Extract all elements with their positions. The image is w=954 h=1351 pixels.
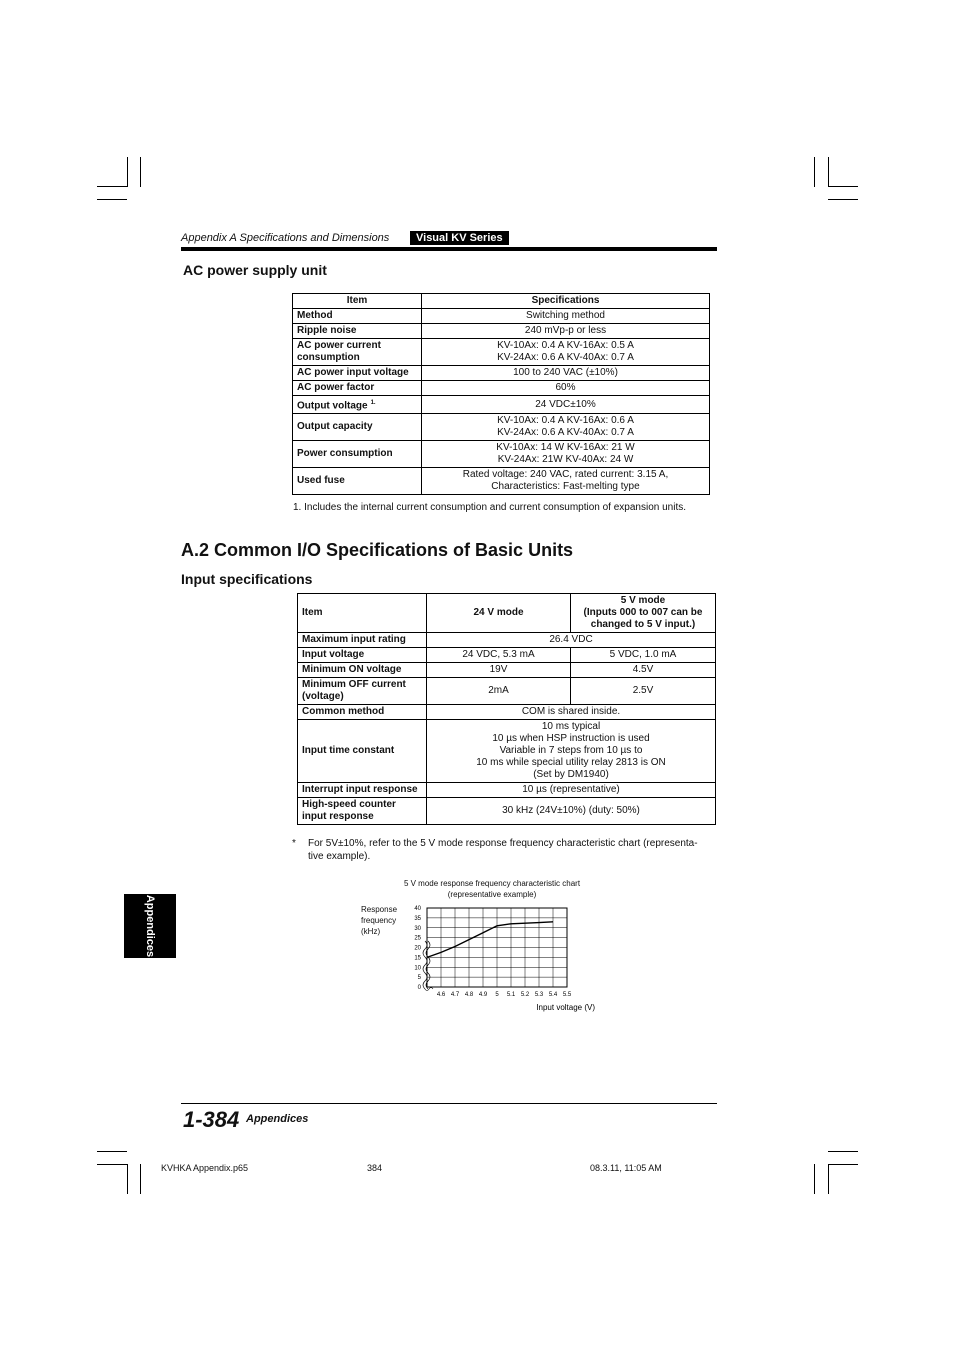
appendix-tab-label: Appendices bbox=[144, 894, 156, 958]
crop-mark bbox=[814, 1164, 815, 1194]
crop-mark bbox=[127, 1164, 128, 1194]
row-value-cell bbox=[422, 381, 710, 396]
cell-line: KV-10Ax: 0.4 A KV-16Ax: 0.6 A bbox=[497, 415, 634, 427]
table-row bbox=[298, 705, 716, 720]
cell-line: 5 V mode bbox=[620, 595, 666, 606]
row-item-cell: Maximum input rating bbox=[298, 633, 427, 648]
crop-mark bbox=[828, 1151, 858, 1152]
cell-line: 10 ms while special utility relay 2813 is ON bbox=[476, 757, 666, 768]
x-tick-label: 5.5 bbox=[562, 992, 572, 998]
row-item-label: AC power current consumption bbox=[297, 340, 381, 363]
table-row bbox=[293, 468, 710, 495]
col-header-item: Item bbox=[293, 294, 422, 309]
row-value-cell bbox=[427, 705, 716, 720]
x-tick-label: 5.1 bbox=[506, 992, 516, 998]
cell-line: Switching method bbox=[526, 310, 605, 321]
row-5v-cell: 2.5V bbox=[571, 678, 716, 705]
row-item-cell bbox=[293, 339, 422, 366]
x-tick-label: 5 bbox=[495, 992, 499, 998]
table-row bbox=[293, 414, 710, 441]
cell-line: 10 µs when HSP instruction is used bbox=[492, 733, 650, 744]
row-item-cell bbox=[293, 441, 422, 468]
axis-break-mark bbox=[423, 941, 427, 989]
ac-supply-table bbox=[292, 293, 710, 495]
row-item-cell bbox=[293, 414, 422, 441]
cell-line: KV-24Ax: 21W KV-40Ax: 24 W bbox=[497, 454, 634, 466]
row-value-cell bbox=[422, 468, 710, 495]
footnote-ref: 1. bbox=[370, 400, 376, 406]
row-item-cell: Minimum OFF current (voltage) bbox=[298, 678, 427, 705]
crop-mark bbox=[97, 186, 127, 187]
cell-line: (Set by DM1940) bbox=[533, 769, 609, 780]
col-header-5v bbox=[571, 594, 716, 633]
appendix-tab bbox=[124, 894, 176, 958]
y-tick-label: 20 bbox=[414, 945, 421, 952]
cell-line: 60% bbox=[555, 382, 576, 393]
table-row bbox=[293, 324, 710, 339]
table-row bbox=[293, 339, 710, 366]
cell-line: 26.4 VDC bbox=[549, 634, 593, 645]
row-value-cell bbox=[427, 798, 716, 825]
row-item-label: Power consumption bbox=[297, 448, 393, 460]
note-marker: * bbox=[292, 838, 296, 849]
cell-line: KV-24Ax: 0.6 A KV-40Ax: 0.7 A bbox=[497, 427, 634, 439]
x-tick-label: 5.3 bbox=[534, 992, 544, 998]
row-item-cell bbox=[293, 381, 422, 396]
cell-line: 24 VDC±10% bbox=[535, 398, 596, 410]
table-row bbox=[293, 441, 710, 468]
crop-mark bbox=[140, 1164, 141, 1194]
y-tick-label: 25 bbox=[414, 935, 421, 942]
cell-line: KV-10Ax: 0.4 A KV-16Ax: 0.5 A bbox=[497, 340, 634, 351]
row-item-cell bbox=[293, 396, 422, 414]
cell-line: 10 µs (representative) bbox=[522, 784, 620, 795]
x-tick-label: 4.7 bbox=[450, 992, 460, 998]
row-item-cell: High-speed counter input response bbox=[298, 798, 427, 825]
row-item-label: Output capacity bbox=[297, 421, 373, 433]
table-row bbox=[293, 309, 710, 324]
row-item-label: Ripple noise bbox=[297, 325, 357, 336]
row-item-cell: Interrupt input response bbox=[298, 783, 427, 798]
crop-mark bbox=[97, 1151, 127, 1152]
row-value-cell bbox=[427, 633, 716, 648]
table-header-row bbox=[298, 594, 716, 633]
row-value-cell bbox=[422, 396, 710, 414]
x-tick-label: 5.4 bbox=[548, 992, 558, 998]
y-tick-label: 10 bbox=[414, 965, 421, 972]
crop-mark bbox=[814, 157, 815, 187]
section-title: A.2 Common I/O Specifications of Basic Units bbox=[181, 540, 574, 560]
col-header-24v: 24 V mode bbox=[427, 594, 571, 633]
row-item-cell: Common method bbox=[298, 705, 427, 720]
row-24v-cell: 24 VDC, 5.3 mA bbox=[427, 648, 571, 663]
row-item-cell bbox=[293, 309, 422, 324]
row-value-cell bbox=[427, 783, 716, 798]
response-frequency-chart bbox=[400, 900, 615, 1015]
y-tick-label: 0 bbox=[417, 985, 421, 991]
row-value-cell bbox=[422, 366, 710, 381]
row-value-cell bbox=[422, 339, 710, 366]
row-value-cell bbox=[427, 720, 716, 783]
chart-title-block bbox=[380, 878, 604, 900]
table-row bbox=[298, 648, 716, 663]
table-row bbox=[298, 633, 716, 648]
cell-line: KV-10Ax: 14 W KV-16Ax: 21 W bbox=[496, 442, 635, 454]
crop-mark bbox=[127, 157, 128, 187]
row-value-cell bbox=[422, 441, 710, 468]
table-header-row bbox=[293, 294, 710, 309]
ac-supply-footnote: 1. Includes the internal current consumption and current consumption of expansion units. bbox=[293, 502, 687, 513]
crop-mark bbox=[828, 186, 858, 187]
chart-x-label: Input voltage (V) bbox=[536, 1003, 595, 1012]
crop-mark bbox=[97, 199, 127, 200]
table-row bbox=[298, 783, 716, 798]
table-row bbox=[298, 678, 716, 705]
cell-line: KV-24Ax: 0.6 A KV-40Ax: 0.7 A bbox=[497, 352, 634, 363]
table-row bbox=[298, 720, 716, 783]
table-row bbox=[293, 396, 710, 414]
input-spec-title: Input specifications bbox=[181, 571, 313, 587]
slug-file: KVHKA Appendix.p65 bbox=[161, 1163, 249, 1173]
breadcrumb: Appendix A Specifications and Dimensions bbox=[181, 232, 390, 244]
ac-supply-title: AC power supply unit bbox=[183, 262, 327, 278]
cell-line: 100 to 240 VAC (±10%) bbox=[513, 367, 618, 378]
table-row bbox=[298, 798, 716, 825]
x-tick-label: 4.8 bbox=[464, 992, 474, 998]
chart-subtitle: (representative example) bbox=[447, 890, 537, 899]
crop-mark bbox=[828, 1164, 858, 1165]
row-item-cell: Minimum ON voltage bbox=[298, 663, 427, 678]
col-header-specifications: Specifications bbox=[422, 294, 710, 309]
y-tick-label: 35 bbox=[414, 915, 421, 922]
slug-date: 08.3.11, 11:05 AM bbox=[590, 1163, 662, 1173]
cell-line: Variable in 7 steps from 10 µs to bbox=[499, 745, 643, 756]
row-value-cell bbox=[422, 324, 710, 339]
crop-mark bbox=[828, 1164, 829, 1194]
row-5v-cell: 5 VDC, 1.0 mA bbox=[571, 648, 716, 663]
row-24v-cell: 2mA bbox=[427, 678, 571, 705]
page-number: 1-384 bbox=[183, 1107, 240, 1132]
table-row bbox=[298, 663, 716, 678]
y-tick-label: 15 bbox=[414, 955, 421, 962]
cell-line: 10 ms typical bbox=[541, 721, 601, 732]
y-tick-label: 30 bbox=[414, 925, 421, 932]
chart-title: 5 V mode response frequency characteristic chart bbox=[403, 879, 581, 888]
x-tick-label: 4.6 bbox=[436, 992, 446, 998]
header-rule bbox=[181, 247, 717, 251]
cell-line: (Inputs 000 to 007 can be bbox=[583, 607, 703, 618]
row-24v-cell: 19V bbox=[427, 663, 571, 678]
slug-page: 384 bbox=[367, 1163, 383, 1173]
table-row bbox=[293, 381, 710, 396]
row-item-cell bbox=[293, 468, 422, 495]
row-item-label: AC power factor bbox=[297, 382, 375, 393]
col-header-item: Item bbox=[298, 594, 427, 633]
cell-line: 30 kHz (24V±10%) (duty: 50%) bbox=[502, 805, 640, 816]
chart-y-label: Response frequency (kHz) bbox=[361, 905, 398, 936]
y-tick-label: 40 bbox=[414, 906, 421, 912]
row-item-label: AC power input voltage bbox=[297, 367, 409, 378]
table-row bbox=[293, 366, 710, 381]
row-item-cell: Input voltage bbox=[298, 648, 427, 663]
row-item-cell: Input time constant bbox=[298, 720, 427, 783]
axis-break-mark bbox=[425, 988, 433, 991]
cell-line: Rated voltage: 240 VAC, rated current: 3.15 A, bbox=[462, 469, 669, 481]
row-5v-cell: 4.5V bbox=[571, 663, 716, 678]
input-spec-table bbox=[297, 593, 716, 825]
crop-mark bbox=[140, 157, 141, 187]
x-tick-label: 4.9 bbox=[478, 992, 488, 998]
crop-mark bbox=[828, 199, 858, 200]
row-value-cell bbox=[422, 414, 710, 441]
cell-line: COM is shared inside. bbox=[521, 706, 621, 717]
y-tick-label: 5 bbox=[417, 975, 421, 982]
series-line bbox=[427, 922, 553, 958]
cell-line: changed to 5 V input.) bbox=[590, 619, 696, 630]
row-item-cell bbox=[293, 366, 422, 381]
cell-line: 240 mVp-p or less bbox=[524, 325, 607, 336]
input-spec-note: For 5V±10%, refer to the 5 V mode response frequency characteristic chart (representa-tive example). bbox=[308, 838, 698, 862]
footer-rule bbox=[181, 1103, 717, 1104]
crop-mark bbox=[97, 1164, 127, 1165]
footer-label: Appendices bbox=[246, 1113, 309, 1125]
row-item-cell bbox=[293, 324, 422, 339]
row-value-cell bbox=[422, 309, 710, 324]
crop-mark bbox=[828, 157, 829, 187]
x-tick-label: 5.2 bbox=[520, 992, 530, 998]
row-item-label: Used fuse bbox=[297, 475, 345, 487]
row-item-label: Output voltage bbox=[297, 400, 368, 412]
cell-line: Characteristics: Fast-melting type bbox=[491, 481, 640, 493]
series-badge: Visual KV Series bbox=[410, 231, 509, 245]
row-item-label: Method bbox=[297, 310, 333, 321]
